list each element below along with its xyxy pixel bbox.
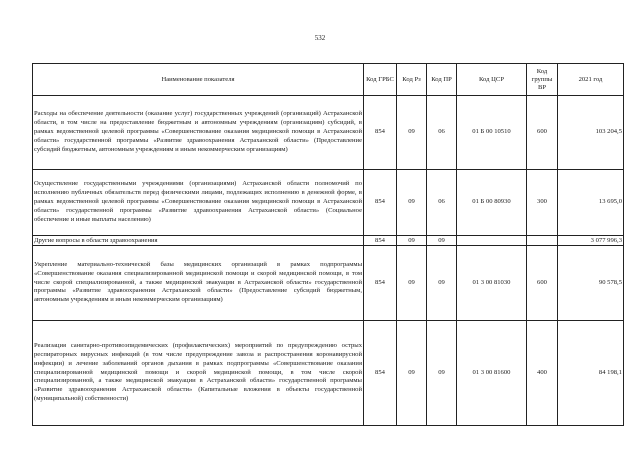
header-rz: Код Рз — [397, 64, 427, 96]
row-vr: 400 — [527, 321, 558, 426]
row-amount: 90 578,5 — [558, 246, 624, 321]
row-vr: 300 — [527, 170, 558, 236]
row-csr: 01 Б 00 10510 — [457, 96, 527, 170]
row-amount: 3 077 996,3 — [558, 236, 624, 246]
row-vr — [527, 236, 558, 246]
row-vr: 600 — [527, 246, 558, 321]
page-number: 532 — [314, 34, 326, 42]
row-name: Реализация санитарно-противоэпидемических (профилактических) мероприятий по предупреждению острых респираторных вирусных инфекций (в том числе предупреждение завоза и распространения коронавирусной инфекции) и лечение заболеваний органов дыхания в рамках подпрограммы «Совершенствование оказания специализированной медицинской помощи и скорой медицинской помощи, в том числе скорой специализированной, а также медицинской эвакуации в Астраханской области» государственной программы «Развитие здравоохранения Астраханской области» (Капитальные вложения в объекты государственной (муниципальной) собственности) — [33, 321, 364, 426]
row-csr — [457, 236, 527, 246]
row-amount: 13 695,0 — [558, 170, 624, 236]
row-rz: 09 — [397, 96, 427, 170]
row-amount: 84 198,1 — [558, 321, 624, 426]
table-row — [33, 321, 624, 426]
table-row — [33, 170, 624, 236]
header-grbs: Код ГРБС — [364, 64, 397, 96]
row-rz: 09 — [397, 236, 427, 246]
table-row — [33, 236, 624, 246]
row-grbs: 854 — [364, 246, 397, 321]
row-pr: 06 — [427, 170, 457, 236]
table-row — [33, 96, 624, 170]
row-amount: 103 204,5 — [558, 96, 624, 170]
row-pr: 09 — [427, 236, 457, 246]
row-name: Расходы на обеспечение деятельности (оказание услуг) государственных учреждений (организаций) Астраханской области, в том числе на предоставление бюджетным и автономным учреждениям (организациям) субсидий, в рамках ведомственной целевой программы «Совершенствование оказания медицинской помощи в Астраханской области» государственной программы «Развитие здравоохранения Астраханской области» (Предоставление субсидий бюджетным, автономным учреждениям и иным некоммерческим организациям) — [33, 96, 364, 170]
row-vr: 600 — [527, 96, 558, 170]
header-name: Наименование показателя — [33, 64, 364, 96]
row-pr: 06 — [427, 96, 457, 170]
row-csr: 01 3 00 81030 — [457, 246, 527, 321]
header-year: 2021 год — [558, 64, 624, 96]
table-row — [33, 246, 624, 321]
table-header-row — [33, 64, 624, 96]
row-rz: 09 — [397, 321, 427, 426]
row-grbs: 854 — [364, 170, 397, 236]
row-grbs: 854 — [364, 96, 397, 170]
row-grbs: 854 — [364, 321, 397, 426]
budget-table — [32, 63, 624, 426]
row-grbs: 854 — [364, 236, 397, 246]
row-pr: 09 — [427, 321, 457, 426]
row-name: Укрепление материально-технической базы медицинских организаций в рамках подпрограммы «Совершенствование оказания специализированной медицинской помощи и скорой медицинской помощи, в том числе скорой специализированной, а также медицинской эвакуации в Астраханской области» государственной программы «Развитие здравоохранения Астраханской области» (Предоставление субсидий бюджетным, автономным учреждениям и иным некоммерческим организациям) — [33, 246, 364, 321]
row-pr: 09 — [427, 246, 457, 321]
row-rz: 09 — [397, 170, 427, 236]
row-csr: 01 3 00 81600 — [457, 321, 527, 426]
header-csr: Код ЦСР — [457, 64, 527, 96]
header-vr: Код группы ВР — [527, 64, 558, 96]
row-name: Осуществление государственными учреждениями (организациями) Астраханской области полномочий по исполнению публичных обязательств перед физическими лицами, подлежащих исполнению в денежной форме, в рамках ведомственной целевой программы «Совершенствование оказания медицинской помощи в Астраханской области» государственной программы «Развитие здравоохранения Астраханской области» (Социальное обеспечение и иные выплаты населению) — [33, 170, 364, 236]
header-pr: Код ПР — [427, 64, 457, 96]
row-rz: 09 — [397, 246, 427, 321]
row-csr: 01 Б 00 80930 — [457, 170, 527, 236]
row-name: Другие вопросы в области здравоохранения — [33, 236, 364, 246]
